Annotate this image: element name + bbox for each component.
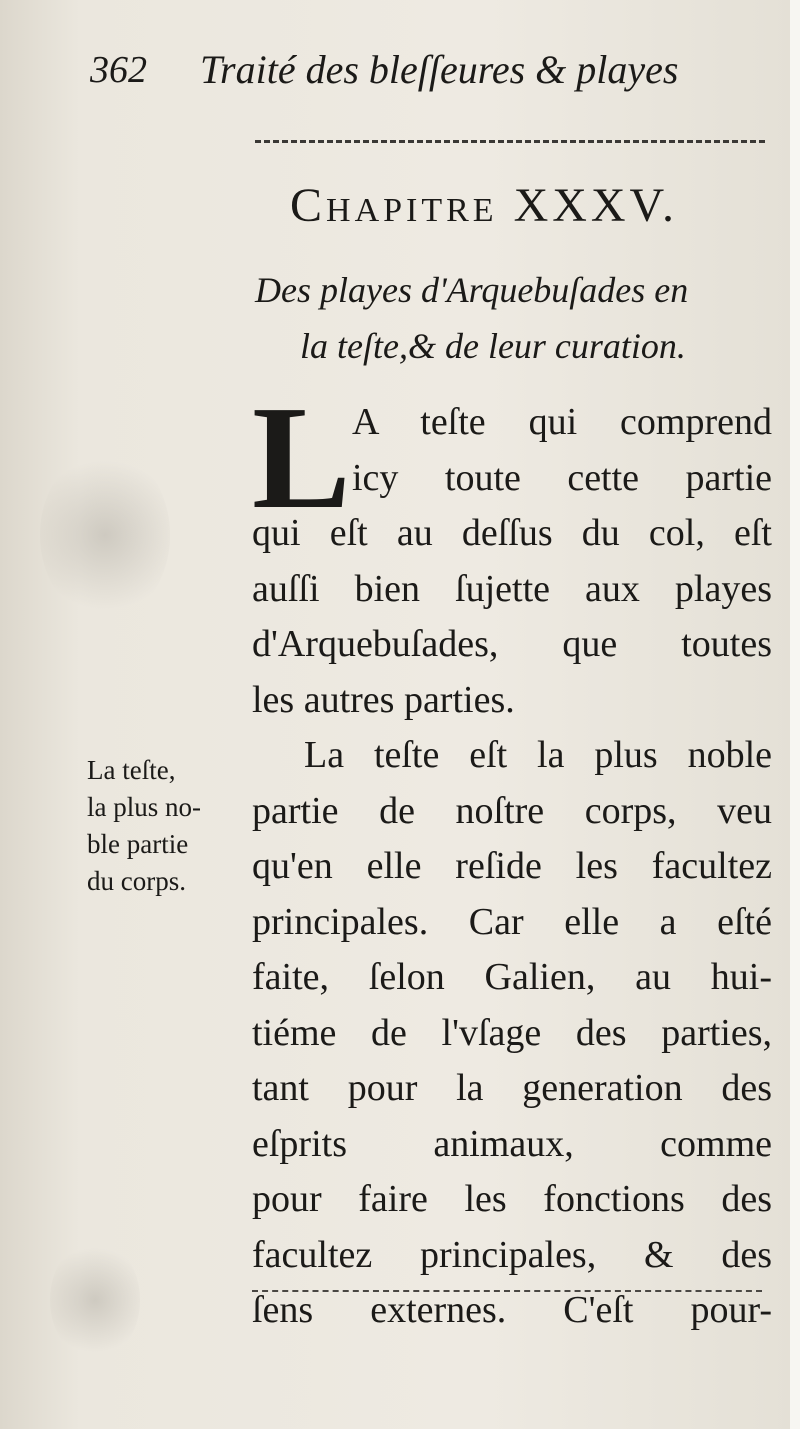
- text-line: pour faire les fonctions des: [252, 1178, 772, 1220]
- text-line: La teſte eſt la plus noble: [304, 734, 772, 776]
- running-title: Traité des bleſſeures & playes: [200, 47, 679, 92]
- text-line: auſſi bien ſujette aux playes: [252, 567, 772, 610]
- margin-note-line: du corps.: [87, 866, 186, 896]
- text-line: principales. Car elle a eſté: [252, 900, 772, 943]
- bottom-rule: [252, 1290, 762, 1292]
- margin-note-line: la plus no-: [87, 792, 201, 822]
- chapter-title: Chapitre XXXV.: [290, 179, 679, 232]
- page-edge: [790, 0, 800, 1429]
- page-number: 362: [90, 49, 147, 91]
- text-line: les autres parties.: [252, 678, 515, 721]
- text-line: tiéme de l'vſage des parties,: [252, 1011, 772, 1054]
- margin-note-line: La teſte,: [87, 755, 176, 785]
- text-line: tant pour la generation des: [252, 1067, 772, 1109]
- text-line: qui eſt au deſſus du col, eſt: [252, 512, 772, 554]
- subtitle-line: la teſte,& de leur curation.: [300, 326, 686, 366]
- chapter-subtitle: [255, 262, 775, 374]
- page-stain: [50, 1240, 140, 1360]
- text-line: faite, ſelon Galien, au hui-: [252, 956, 772, 998]
- text-line: qu'en elle reſide les facultez: [252, 845, 772, 887]
- text-line: facultez principales, & des: [252, 1233, 772, 1276]
- text-line: partie de noſtre corps, veu: [252, 789, 772, 832]
- ornament-rule: [255, 140, 765, 147]
- text-line: icy toute cette partie: [352, 456, 772, 499]
- text-line: ſens externes. C'eſt pour-: [252, 1289, 772, 1331]
- page-header: [90, 40, 770, 100]
- page-stain: [40, 450, 170, 620]
- drop-cap: L: [252, 376, 351, 540]
- body-text: [252, 376, 772, 1339]
- margin-note-line: ble partie: [87, 829, 189, 859]
- text-line: eſprits animaux, comme: [252, 1122, 772, 1165]
- text-line: A teſte qui comprend: [352, 401, 772, 443]
- margin-note: [87, 752, 237, 900]
- text-line: d'Arquebuſades, que toutes: [252, 623, 772, 665]
- subtitle-line: Des playes d'Arquebuſades en: [255, 270, 689, 310]
